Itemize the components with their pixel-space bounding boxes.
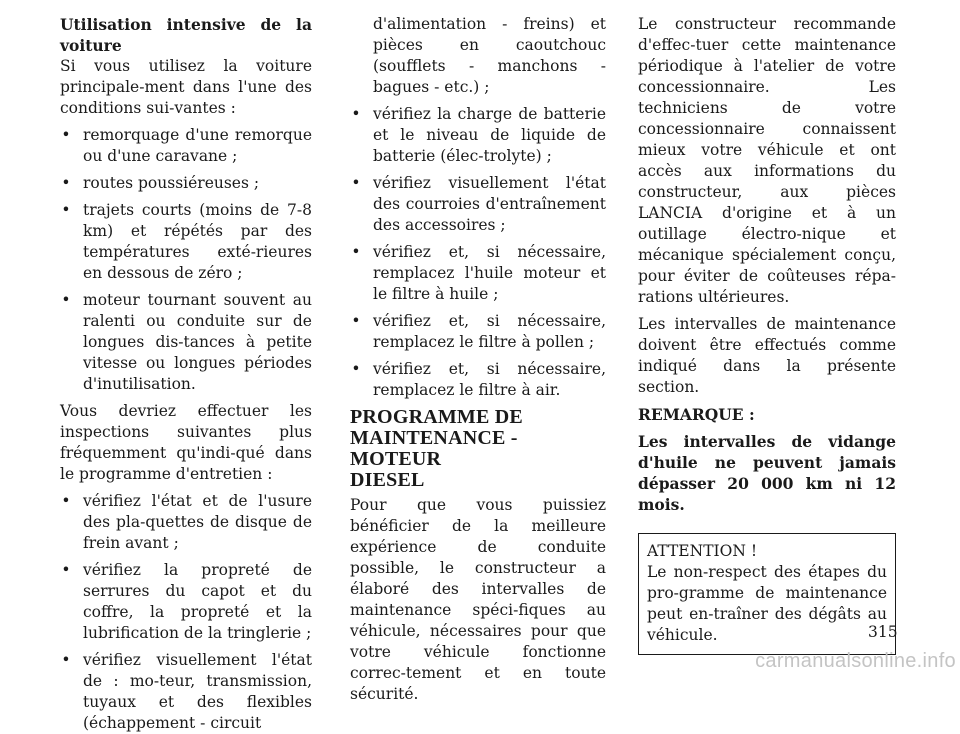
warning-box [638, 533, 896, 655]
list-item: • vérifiez la charge de batterie et le niveau de liquide de batterie (élec-trolyte) ; [351, 105, 606, 165]
bullet-icon: • [61, 126, 71, 144]
bullet-icon: • [61, 291, 71, 309]
bullet-icon: • [61, 201, 71, 219]
recommendation-paragraph: Le constructeur recommande d'effec-tuer cette maintenance périodique à l'atelier de votre concessionnaire. Les techniciens de votre concessionnaire connaissent mieux votre véhicule et ont accès aux informations du constructeur, aux pièces LANCIA d'origine et à un outillage électro-nique et mécanique spécialement conçu, pour éviter de coûteuses répa-rations ultérieures. [638, 15, 896, 306]
warning-title: ATTENTION ! [647, 542, 758, 560]
list-item: • vérifiez et, si nécessaire, remplacez le filtre à air. [351, 360, 606, 399]
list-item: • moteur tournant souvent au ralenti ou conduite sur de longues dis-tances à petite vitesse ou longues périodes d'inutilisation. [61, 291, 312, 393]
bullet-icon: • [351, 360, 361, 378]
page-number: 315 [868, 623, 898, 641]
warning-text: Le non-respect des étapes du pro-gramme de maintenance peut en-traîner des dégâts au véhicule. [647, 563, 887, 644]
intervals-paragraph: Les intervalles de maintenance doivent être effectués comme indiqué dans la présente section. [638, 315, 896, 396]
inspections-list [60, 491, 312, 734]
bullet-icon: • [351, 312, 361, 330]
column-middle [350, 14, 606, 705]
section-body-paragraph: Pour que vous puissiez bénéficier de la meilleure expérience de conduite possible, le constructeur a élaboré des intervalles de maintenance spéci-fiques au véhicule, nécessaires pour que votre véhicule fonctionne correc-tement et en toute sécurité. [350, 496, 606, 703]
bullet-icon: • [61, 492, 71, 510]
inspection-intro-paragraph: Vous devriez effectuer les inspections suivantes plus fréquemment qu'indi-qué dans le programme d'entretien : [60, 402, 312, 483]
bullet-icon: • [61, 174, 71, 192]
list-item: • remorquage d'une remorque ou d'une caravane ; [61, 126, 312, 165]
list-continuation: d'alimentation - freins) et pièces en caoutchouc (soufflets - manchons - bagues - etc.) ; [373, 15, 606, 96]
note-label: REMARQUE : [638, 405, 755, 424]
watermark-text: carmanualsonline.info [755, 650, 956, 672]
list-item: • vérifiez visuellement l'état des courroies d'entraînement des accessoires ; [351, 174, 606, 234]
column-right [638, 14, 896, 655]
bullet-icon: • [61, 651, 71, 669]
subsection-heading: Utilisation intensive de la voiture [60, 15, 312, 55]
bullet-icon: • [61, 561, 71, 579]
bullet-icon: • [351, 243, 361, 261]
list-item: • routes poussiéreuses ; [61, 174, 260, 192]
list-item: • trajets courts (moins de 7-8 km) et répétés par des températures exté-rieures en dessous de zéro ; [61, 201, 312, 282]
list-item: • vérifiez visuellement l'état de : mo-teur, transmission, tuyaux et des flexibles (échappement - circuit [61, 651, 312, 732]
bullet-icon: • [351, 174, 361, 192]
list-item: • vérifiez l'état et de l'usure des pla-quettes de disque de frein avant ; [61, 492, 312, 552]
list-item: • vérifiez la propreté de serrures du capot et du coffre, la propreté et la lubrification de la tringlerie ; [61, 561, 312, 642]
note-text: Les intervalles de vidange d'huile ne peuvent jamais dépasser 20 000 km ni 12 mois. [638, 432, 896, 514]
column-left [60, 14, 312, 734]
conditions-list [60, 125, 312, 395]
bullet-icon: • [351, 105, 361, 123]
intro-paragraph: Si vous utilisez la voiture principale-ment dans l'une des conditions sui-vantes : [60, 57, 312, 117]
section-title: PROGRAMME DE MAINTENANCE - MOTEUR DIESEL [350, 406, 523, 491]
inspections-list-continued [350, 104, 606, 401]
list-item: • vérifiez et, si nécessaire, remplacez le filtre à pollen ; [351, 312, 606, 351]
list-item: • vérifiez et, si nécessaire, remplacez l'huile moteur et le filtre à huile ; [351, 243, 606, 303]
